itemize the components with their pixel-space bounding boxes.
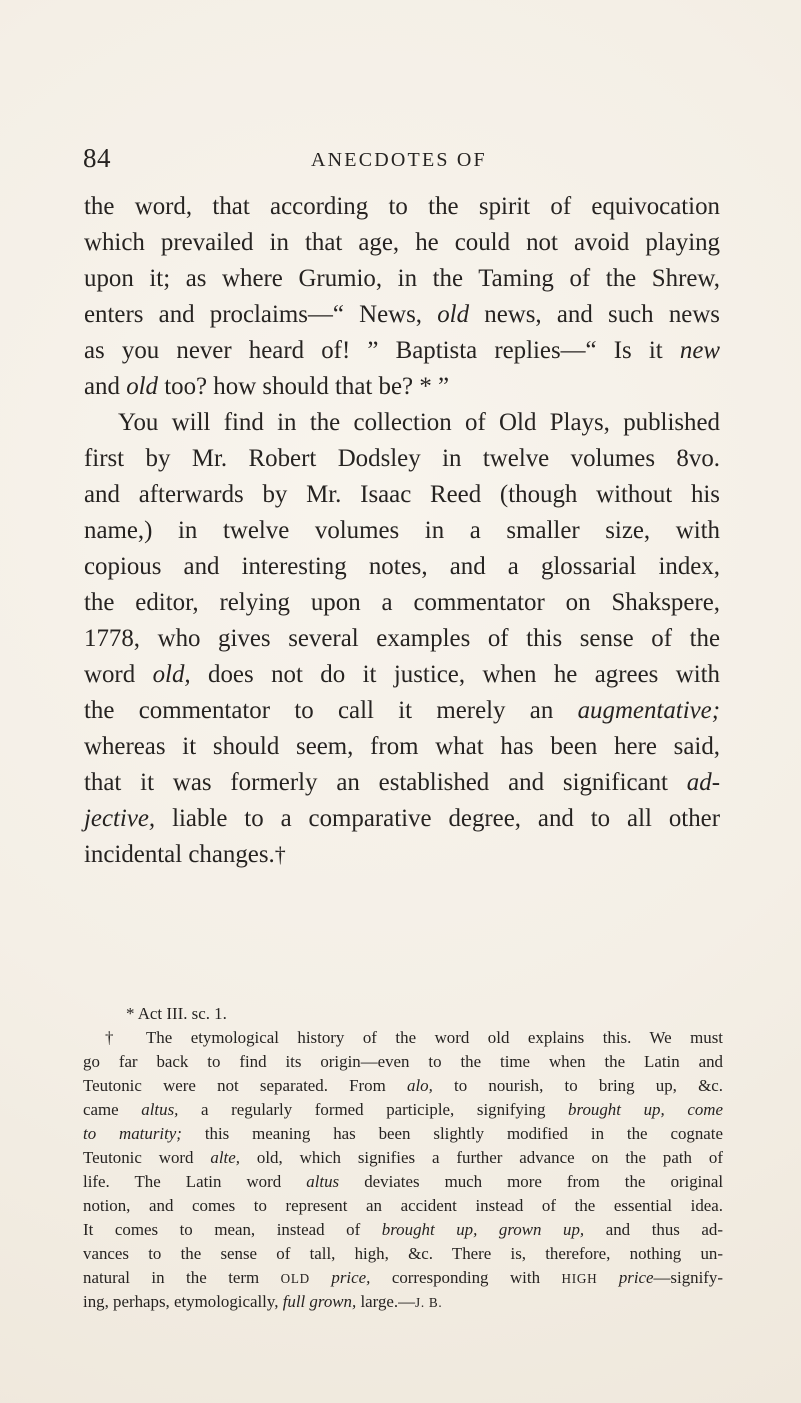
text-line-16: whereas it should seem, from what has been here said, — [84, 733, 720, 760]
main-text-block — [84, 189, 720, 873]
footnote-2-line-7: life. The Latin word altus deviates much more from the original — [83, 1172, 724, 1191]
text-line-6: and old too? how should that be? * ” — [84, 373, 450, 400]
text-line-12: the editor, relying upon a commentator on Shakspere, — [84, 589, 720, 616]
footnote-2-line-10: vances to the sense of tall, high, &c. There is, therefore, nothing un- — [83, 1244, 723, 1263]
text-line-5: as you never heard of! ” Baptista replies—“ Is it new — [84, 337, 720, 364]
text-line-13: 1778, who gives several examples of this sense of the — [84, 625, 720, 652]
text-line-4: enters and proclaims—“ News, old news, and such news — [84, 301, 720, 328]
text-line-8: first by Mr. Robert Dodsley in twelve volumes 8vo. — [84, 445, 720, 472]
text-line-10: name,) in twelve volumes in a smaller size, with — [84, 517, 720, 544]
footnote-2-line-11: natural in the term OLD price, corresponding with HIGH price—signify- — [83, 1268, 723, 1287]
text-line-14: word old, does not do it justice, when he agrees with — [84, 661, 720, 688]
footnote-2-line-8: notion, and comes to represent an accident instead of the essential idea. — [83, 1196, 723, 1215]
text-line-18: jective, liable to a comparative degree, and to all other — [84, 805, 720, 832]
dagger-marker: † — [274, 842, 286, 867]
footnote-2-line-4: came altus, a regularly formed participle, signifying brought up, come — [83, 1100, 723, 1119]
text-line-11: copious and interesting notes, and a glossarial index, — [84, 553, 720, 580]
text-line-15: the commentator to call it merely an augmentative; — [84, 697, 720, 724]
text-line-7: You will find in the collection of Old Plays, published — [118, 409, 720, 436]
page-number: 84 — [83, 143, 111, 173]
footnote-2-line-2: go far back to find its origin—even to the time when the Latin and — [83, 1052, 723, 1071]
footnotes-block — [83, 1002, 723, 1314]
footnote-2-line-12: ing, perhaps, etymologically, full grown, large.—J. B. — [83, 1292, 443, 1311]
footnote-2-line-1: † The etymological history of the word old explains this. We must — [105, 1028, 723, 1047]
text-line-17: that it was formerly an established and significant ad- — [84, 769, 720, 796]
running-head: ANECDOTES OF — [311, 149, 487, 171]
text-line-2: which prevailed in that age, he could not avoid playing — [84, 229, 720, 256]
page-header — [0, 143, 801, 177]
footnote-2-line-5: to maturity; this meaning has been slightly modified in the cognate — [83, 1124, 723, 1143]
text-line-9: and afterwards by Mr. Isaac Reed (though without his — [84, 481, 720, 508]
text-line-19: incidental changes.† — [84, 841, 286, 868]
footnote-2-line-3: Teutonic were not separated. From alo, to nourish, to bring up, &c. — [83, 1076, 723, 1095]
footnote-1: * Act III. sc. 1. — [126, 1004, 227, 1023]
footnote-2-line-6: Teutonic word alte, old, which signifies a further advance on the path of — [83, 1148, 723, 1167]
text-line-3: upon it; as where Grumio, in the Taming of the Shrew, — [84, 265, 720, 292]
text-line-1: the word, that according to the spirit of equivocation — [84, 193, 720, 220]
footnote-2-line-9: It comes to mean, instead of brought up, grown up, and thus ad- — [83, 1220, 723, 1239]
